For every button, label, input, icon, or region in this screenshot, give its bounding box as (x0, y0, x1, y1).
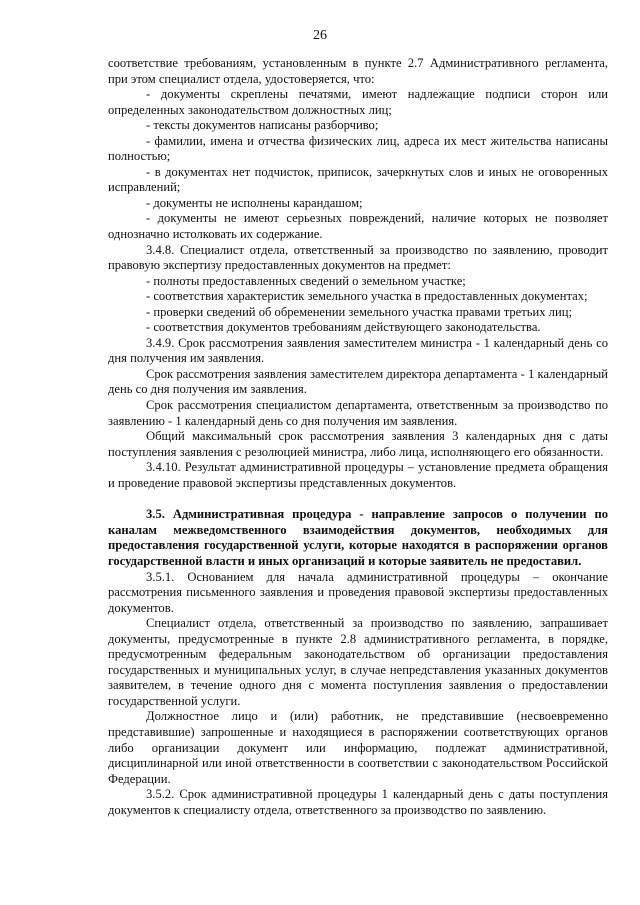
paragraph: - соответствия характеристик земельного участка в предоставленных документах; (146, 289, 588, 304)
paragraph: - фамилии, имена и отчества физических лиц, адреса их мест жительства написаны полностью; (108, 133, 608, 164)
paragraph: Срок рассмотрения специалистом департамента, ответственным за производство по заявлению - 1 календарный день со дня получения им заявления. (108, 398, 608, 428)
paragraph: 3.5.1. Основанием для начала административной процедуры – окончание рассмотрения письменного заявления и проведения правовой экспертизы предоставленных документов. (108, 569, 608, 615)
paragraph: - документы не исполнены карандашом; (146, 195, 363, 210)
paragraph: 3.5.2. Срок административной процедуры 1 календарный день с даты поступления документов к специалисту отдела, ответственного за производство по заявлению. (108, 787, 608, 817)
paragraph: Общий максимальный срок рассмотрения заявления 3 календарных дня с даты поступления заявления с резолюцией министра, либо лица, исполняющего его обязанности. (108, 429, 608, 459)
paragraph: Срок рассмотрения заявления заместителем директора департамента - 1 календарный день со дня получения им заявления. (108, 366, 608, 397)
paragraph: Специалист отдела, ответственный за производство по заявлению, запрашивает документы, предусмотренные в пункте 2.8 административного регламента, в порядке, предусмотренным федеральным законодательством об организации предоставления государственных и муниципальных услуг, в случае непредставления указанных документов заявителем, в течение одного дня с момента поступления заявления о предоставлении государственной услуги. (108, 616, 608, 708)
paragraph: Должностное лицо и (или) работник, не представившие (несвоевременно представившие) запрошенные и находящиеся в распоряжении соответствующих органов либо организации документ или информацию, подлежат административной, дисциплинарной или иной ответственности в соответствии с законодательством Российской Федерации. (108, 709, 608, 786)
paragraph: - документы не имеют серьезных повреждений, наличие которых не позволяет однозначно истолковать их содержание. (108, 211, 608, 242)
section-spacer (108, 491, 608, 507)
paragraph: - проверки сведений об обременении земельного участка правами третьих лиц; (146, 304, 572, 319)
paragraph: - в документах нет подчисток, приписок, зачеркнутых слов и иных не оговоренных исправлений; (108, 164, 608, 195)
paragraph: соответствие требованиям, установленным в пункте 2.7 Административного регламента, при этом специалист отдела, удостоверяется, что: (108, 56, 608, 86)
paragraph: 3.4.9. Срок рассмотрения заявления заместителем министра - 1 календарный день со дня получения им заявления. (108, 335, 608, 366)
section-heading: 3.5. Административная процедура - направление запросов о получении по каналам межведомственного взаимодействия документов, необходимых для предоставления государственной услуги, которые находятся в распоряжении органов государственной власти и иных организаций и которые заявитель не предоставил. (108, 507, 608, 568)
paragraph: - тексты документов написаны разборчиво; (146, 118, 379, 133)
paragraph: - соответствия документов требованиям действующего законодательства. (146, 320, 541, 335)
document-body (108, 56, 608, 818)
paragraph: - полноты предоставленных сведений о земельном участке; (146, 273, 466, 288)
paragraph: 3.4.10. Результат административной процедуры – установление предмета обращения и проведение правовой экспертизы представленных документов. (108, 460, 608, 490)
paragraph: 3.4.8. Специалист отдела, ответственный за производство по заявлению, проводит правовую экспертизу предоставленных документов на предмет: (108, 242, 608, 273)
page-number: 26 (313, 28, 327, 43)
paragraph: - документы скреплены печатями, имеют надлежащие подписи сторон или определенных законодательством должностных лиц; (108, 87, 608, 117)
